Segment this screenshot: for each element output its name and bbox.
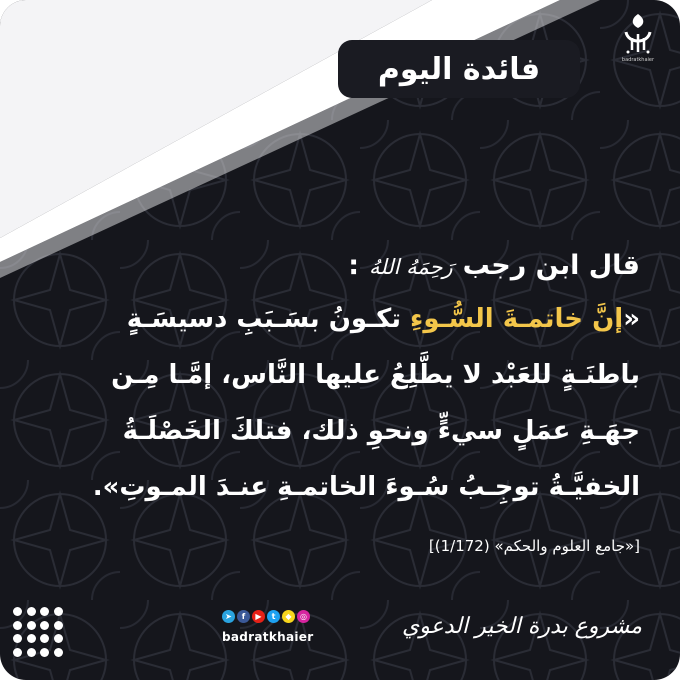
quote-line-3: جهَـةِ عمَلٍ سيءٍّ ونحوِ ذلك، فتلكَ الخَصْلَـةُ	[122, 416, 640, 446]
quote-body	[50, 291, 640, 515]
open-quote-mark: «	[623, 304, 640, 334]
dot	[13, 648, 22, 657]
dot	[54, 634, 63, 643]
dot	[40, 634, 49, 643]
dot	[27, 607, 36, 616]
quote-intro-text: قال ابن رجب	[462, 250, 640, 281]
intro-colon: :	[348, 250, 360, 281]
dot	[54, 621, 63, 630]
quote-source: [«جامع العلوم والحكم» (1/172)]	[428, 537, 640, 555]
dot	[40, 607, 49, 616]
social-links	[222, 610, 310, 623]
dot	[40, 648, 49, 657]
honorific: رَحِمَهُ اللهُ	[369, 255, 453, 279]
instagram-icon[interactable]: ◎	[297, 610, 310, 623]
quote-block	[50, 246, 640, 515]
dots-grid-icon	[11, 605, 65, 659]
dot	[13, 634, 22, 643]
quote-highlight: إنَّ خاتمـةَ السُّـوءِ	[410, 304, 624, 334]
project-name: مشروع بدرة الخير الدعوي	[402, 614, 642, 639]
facebook-icon[interactable]: f	[237, 610, 250, 623]
dot	[13, 621, 22, 630]
dot	[13, 607, 22, 616]
logo-caption: badratkhaier	[621, 57, 655, 63]
youtube-icon[interactable]: ▶	[252, 610, 265, 623]
telegram-icon[interactable]: ➤	[222, 610, 235, 623]
dot	[27, 648, 36, 657]
dot	[40, 621, 49, 630]
quote-line-1: تكـونُ بسَـبَبِ دسيسَـةٍ	[126, 304, 411, 334]
title-badge	[338, 40, 580, 98]
page-title: فائدة اليوم	[377, 51, 541, 87]
dot	[54, 648, 63, 657]
quote-line-2: باطنَـةٍ للعَبْد لا يطَّلِعُ عليها النَّاس، إمَّـا مِـن	[111, 360, 640, 390]
social-handle[interactable]: badratkhaier	[222, 630, 314, 644]
dot	[27, 634, 36, 643]
quote-intro	[50, 246, 640, 287]
footer	[222, 606, 642, 662]
project-logo-icon	[618, 10, 658, 56]
quote-line-4: الخفيَّـةُ توجِـبُ سُـوءَ الخاتمـةِ عنـدَ المـوتِ».	[92, 472, 640, 502]
project-logo	[612, 10, 664, 70]
twitter-icon[interactable]: t	[267, 610, 280, 623]
snapchat-icon[interactable]: ◆	[282, 610, 295, 623]
dot	[27, 621, 36, 630]
dot	[54, 607, 63, 616]
